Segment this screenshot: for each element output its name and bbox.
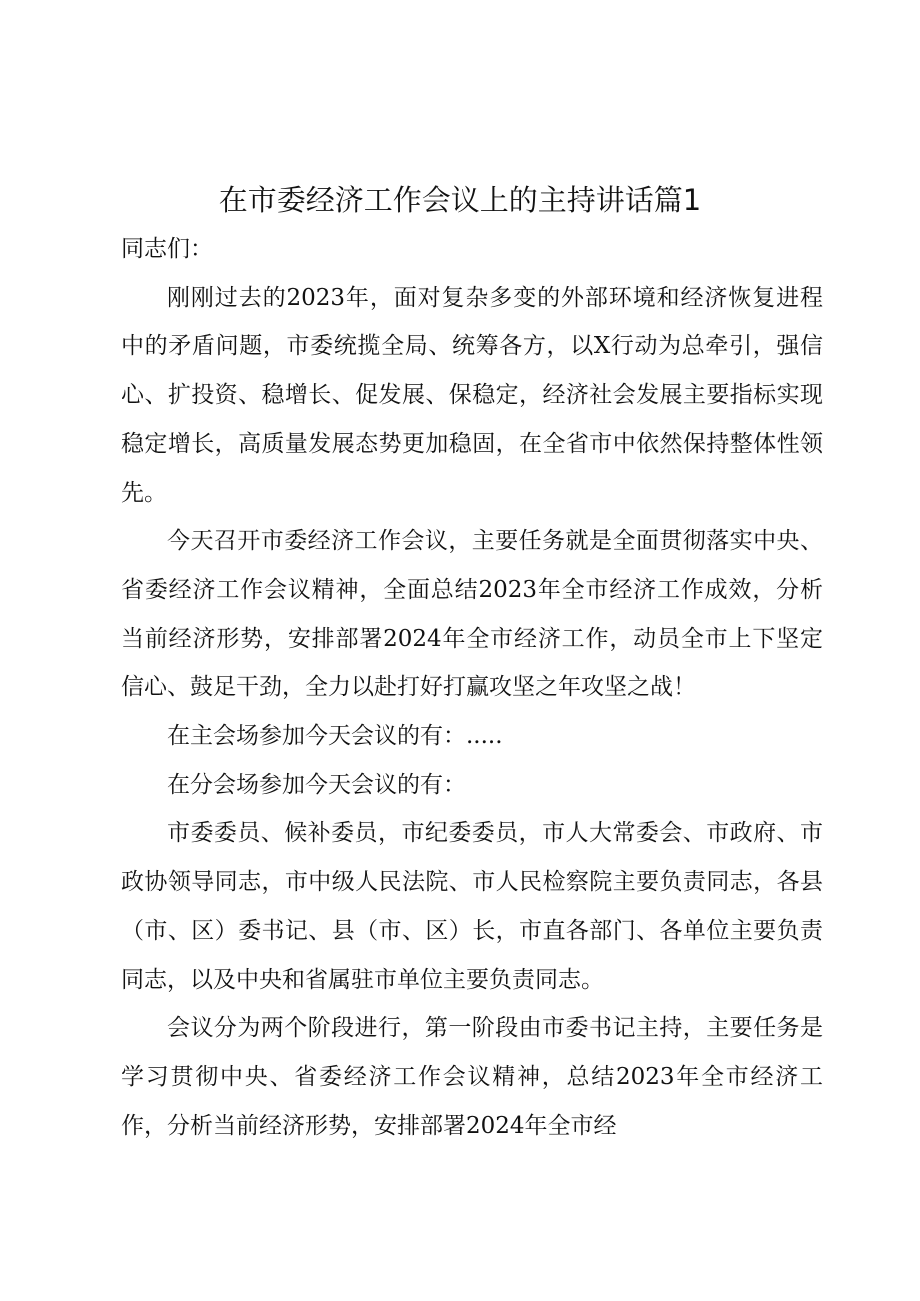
- document-body: [121, 225, 823, 1150]
- paragraph-2: 今天召开市委经济工作会议，主要任务就是全面贯彻落实中央、省委经济工作会议精神，全面总结2023年全市经济工作成效，分析当前经济形势，安排部署2024年全市经济工作，动员全市上下坚定信心、鼓足干劲，全力以赴打好打赢攻坚之年攻坚之战！: [121, 528, 823, 701]
- salutation: 同志们：: [121, 236, 213, 262]
- paragraph-main-venue: 在主会场参加今天会议的有：.....: [167, 723, 503, 750]
- document-title: 在市委经济工作会议上的主持讲话篇1: [218, 183, 702, 217]
- paragraph-branch-venue: 在分会场参加今天会议的有：: [167, 771, 466, 798]
- paragraph-1: 刚刚过去的2023年，面对复杂多变的外部环境和经济恢复进程中的矛盾问题，市委统揽全局、统筹各方，以X行动为总牵引，强信心、扩投资、稳增长、促发展、保稳定，经济社会发展主要指标实现稳定增长，高质量发展态势更加稳固，在全省市中依然保持整体性领先。: [121, 284, 823, 506]
- paragraph-agenda: 会议分为两个阶段进行，第一阶段由市委书记主持，主要任务是学习贯彻中央、省委经济工作会议精神，总结2023年全市经济工作，分析当前经济形势，安排部署2024年全市经: [121, 1015, 823, 1139]
- paragraph-attendees: 市委委员、候补委员，市纪委委员，市人大常委会、市政府、市政协领导同志，市中级人民法院、市人民检察院主要负责同志，各县（市、区）委书记、县（市、区）长，市直各部门、各单位主要负责同志，以及中央和省属驻市单位主要负责同志。: [121, 820, 823, 993]
